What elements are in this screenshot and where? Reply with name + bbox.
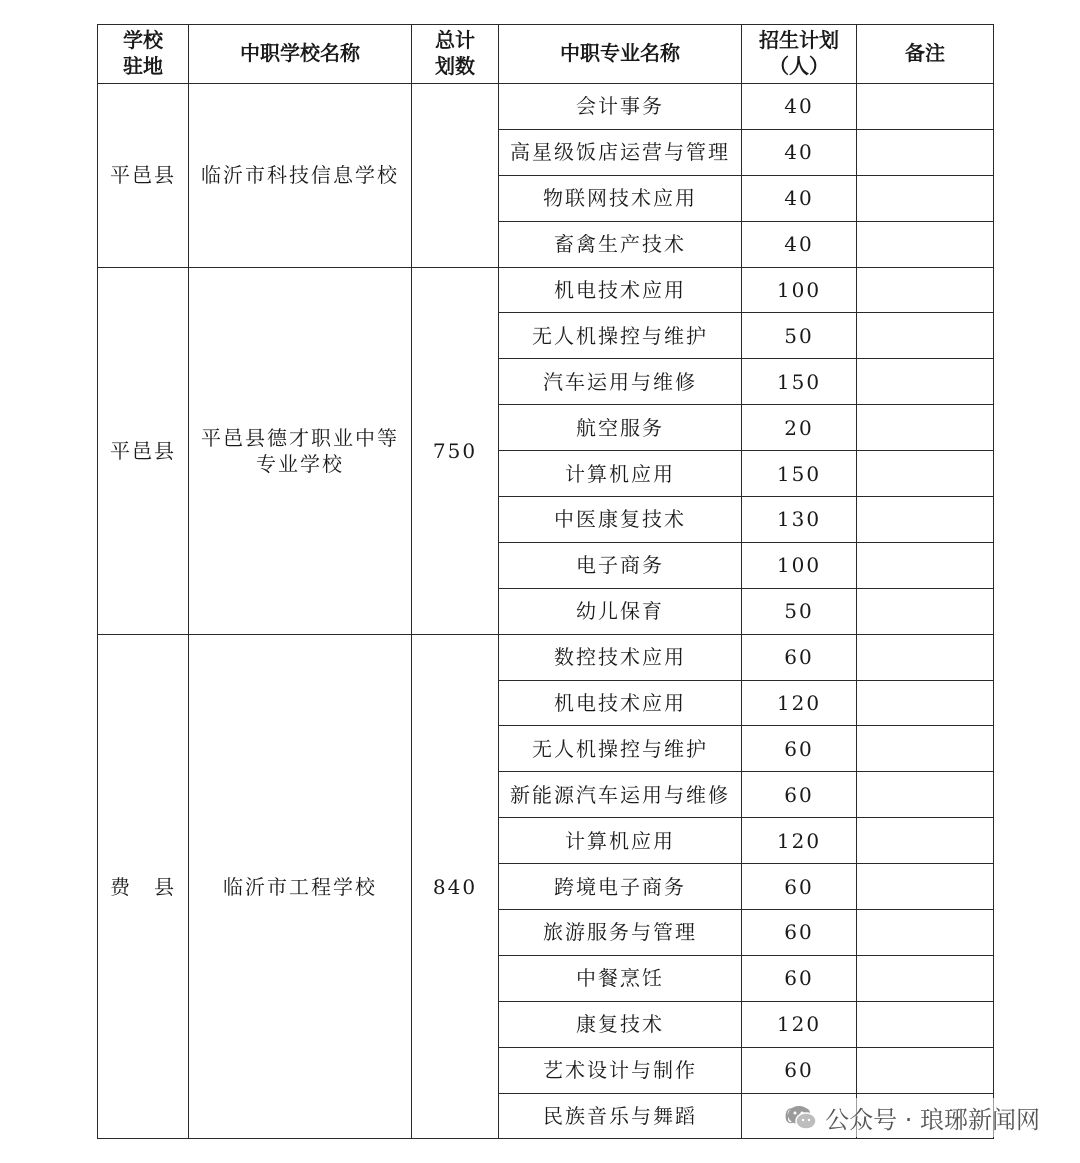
- major-plan-cell: 60: [742, 864, 857, 910]
- major-plan-cell: 60: [742, 772, 857, 818]
- major-note-cell: [857, 772, 994, 818]
- major-note-cell: [857, 726, 994, 772]
- school-name-cell: 临沂市科技信息学校: [189, 84, 412, 268]
- header-school-name: 中职学校名称: [189, 25, 412, 84]
- major-name-cell: 物联网技术应用: [499, 175, 742, 221]
- major-plan-cell: 100: [742, 542, 857, 588]
- major-plan-cell: 150: [742, 359, 857, 405]
- school-total-cell: 750: [412, 267, 499, 634]
- watermark-text: 公众号 · 琅琊新闻网: [825, 1106, 1040, 1134]
- header-row: [98, 25, 994, 84]
- major-name-cell: 会计事务: [499, 84, 742, 130]
- major-name-cell: 无人机操控与维护: [499, 313, 742, 359]
- major-note-cell: [857, 955, 994, 1001]
- major-note-cell: [857, 129, 994, 175]
- major-plan-cell: 60: [742, 1047, 857, 1093]
- header-location: 学校 驻地: [98, 25, 189, 84]
- major-note-cell: [857, 634, 994, 680]
- major-name-cell: 跨境电子商务: [499, 864, 742, 910]
- major-note-cell: [857, 680, 994, 726]
- major-note-cell: [857, 313, 994, 359]
- header-note: 备注: [857, 25, 994, 84]
- major-name-cell: 幼儿保育: [499, 588, 742, 634]
- major-plan-cell: 60: [742, 726, 857, 772]
- major-plan-cell: 50: [742, 588, 857, 634]
- table-body: [98, 84, 994, 1139]
- major-note-cell: [857, 1047, 994, 1093]
- header-enrollment-plan: 招生计划 （人）: [742, 25, 857, 84]
- table-row: [98, 84, 994, 130]
- header-total-plan: 总计 划数: [412, 25, 499, 84]
- major-name-cell: 计算机应用: [499, 451, 742, 497]
- major-plan-cell: 40: [742, 175, 857, 221]
- wechat-icon: [787, 1105, 817, 1131]
- major-name-cell: 艺术设计与制作: [499, 1047, 742, 1093]
- major-note-cell: [857, 818, 994, 864]
- major-name-cell: 旅游服务与管理: [499, 910, 742, 956]
- major-note-cell: [857, 1001, 994, 1047]
- watermark: [781, 1098, 1046, 1137]
- major-name-cell: 畜禽生产技术: [499, 221, 742, 267]
- major-plan-cell: 40: [742, 84, 857, 130]
- school-location-cell: 费 县: [98, 634, 189, 1139]
- school-location-cell: 平邑县: [98, 267, 189, 634]
- major-name-cell: 机电技术应用: [499, 267, 742, 313]
- major-plan-cell: 100: [742, 267, 857, 313]
- major-note-cell: [857, 910, 994, 956]
- major-note-cell: [857, 497, 994, 543]
- major-plan-cell: 120: [742, 1001, 857, 1047]
- major-note-cell: [857, 84, 994, 130]
- enrollment-plan-table: [97, 24, 994, 1139]
- major-plan-cell: 40: [742, 129, 857, 175]
- header-major-name: 中职专业名称: [499, 25, 742, 84]
- major-name-cell: 民族音乐与舞蹈: [499, 1093, 742, 1139]
- major-note-cell: [857, 359, 994, 405]
- major-note-cell: [857, 864, 994, 910]
- major-name-cell: 新能源汽车运用与维修: [499, 772, 742, 818]
- major-note-cell: [857, 405, 994, 451]
- major-plan-cell: 40: [742, 221, 857, 267]
- table-row: [98, 634, 994, 680]
- table-row: [98, 267, 994, 313]
- major-plan-cell: 150: [742, 451, 857, 497]
- major-plan-cell: 20: [742, 405, 857, 451]
- major-note-cell: [857, 451, 994, 497]
- major-name-cell: 汽车运用与维修: [499, 359, 742, 405]
- major-note-cell: [857, 588, 994, 634]
- major-name-cell: 机电技术应用: [499, 680, 742, 726]
- major-plan-cell: 60: [742, 955, 857, 1001]
- major-plan-cell: 120: [742, 680, 857, 726]
- major-plan-cell: 120: [742, 818, 857, 864]
- major-plan-cell: 50: [742, 313, 857, 359]
- major-name-cell: 计算机应用: [499, 818, 742, 864]
- major-note-cell: [857, 175, 994, 221]
- major-plan-cell: 60: [742, 634, 857, 680]
- major-name-cell: 航空服务: [499, 405, 742, 451]
- major-name-cell: 中医康复技术: [499, 497, 742, 543]
- major-note-cell: [857, 267, 994, 313]
- school-total-cell: [412, 84, 499, 268]
- major-name-cell: 康复技术: [499, 1001, 742, 1047]
- major-name-cell: 电子商务: [499, 542, 742, 588]
- school-location-cell: 平邑县: [98, 84, 189, 268]
- major-plan-cell: 130: [742, 497, 857, 543]
- major-name-cell: 无人机操控与维护: [499, 726, 742, 772]
- major-name-cell: 数控技术应用: [499, 634, 742, 680]
- major-plan-cell: 60: [742, 910, 857, 956]
- major-note-cell: [857, 221, 994, 267]
- school-name-cell: 平邑县德才职业中等 专业学校: [189, 267, 412, 634]
- school-total-cell: 840: [412, 634, 499, 1139]
- major-name-cell: 中餐烹饪: [499, 955, 742, 1001]
- major-name-cell: 高星级饭店运营与管理: [499, 129, 742, 175]
- major-note-cell: [857, 542, 994, 588]
- school-name-cell: 临沂市工程学校: [189, 634, 412, 1139]
